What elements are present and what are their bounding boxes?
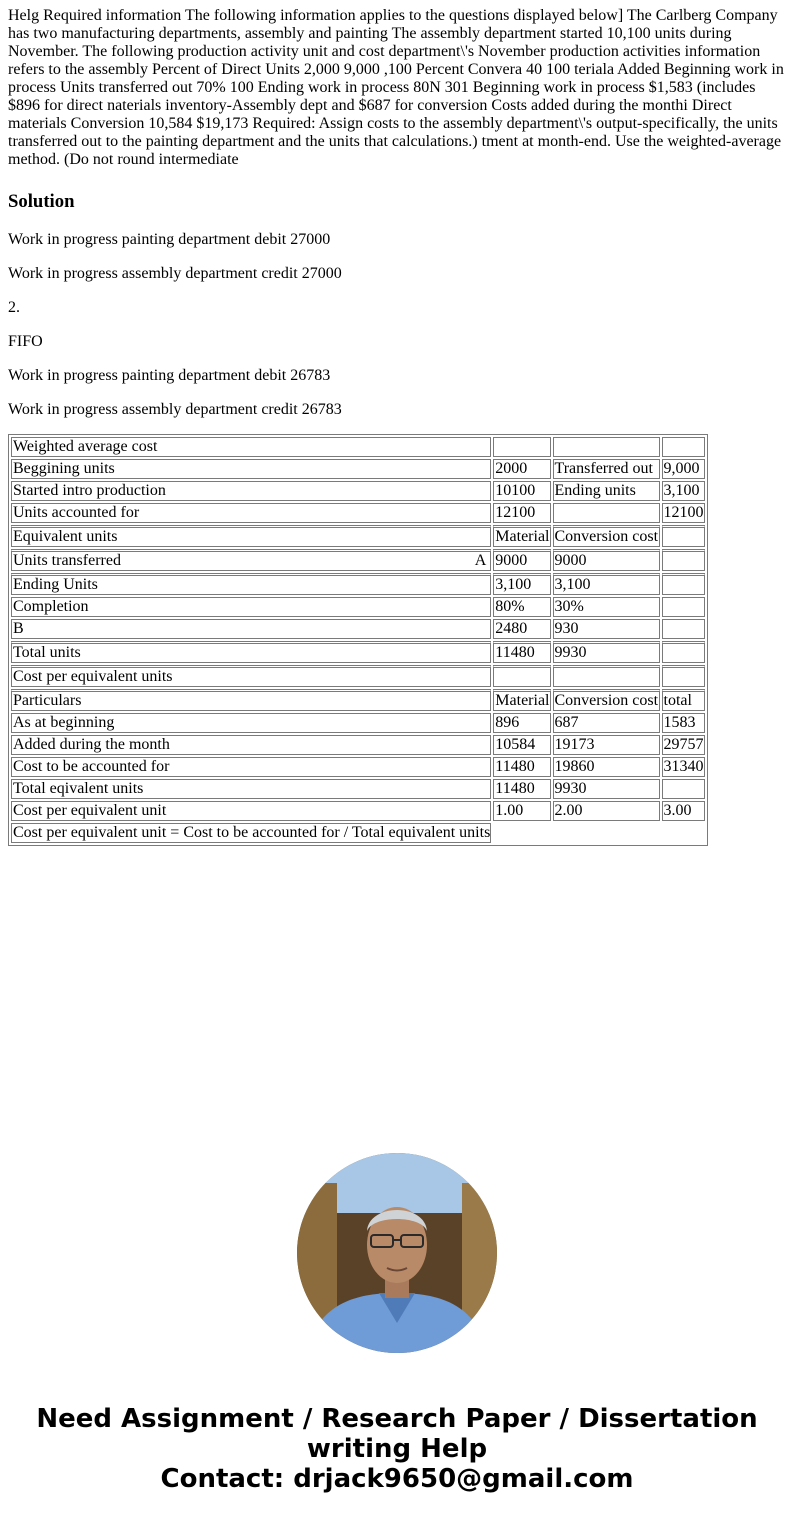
table-cell: Material <box>493 525 550 547</box>
solution-line: 2. <box>8 299 20 316</box>
table-cell: 687 <box>553 713 660 733</box>
table-cell: total <box>662 689 705 711</box>
weighted-average-table <box>8 434 708 846</box>
table-row <box>11 665 705 687</box>
table-cell: B <box>11 619 491 639</box>
solution-line: FIFO <box>8 333 43 350</box>
table-row <box>11 757 705 777</box>
promo-banner <box>0 1404 794 1494</box>
table-cell: 3,100 <box>553 573 660 595</box>
table-cell: Ending Units <box>11 573 491 595</box>
table-cell <box>553 437 660 457</box>
table-cell <box>493 665 550 687</box>
table-cell: Cost to be accounted for <box>11 757 491 777</box>
table-row <box>11 735 705 755</box>
table-row <box>11 481 705 501</box>
table-cell-label: Units transferred <box>13 552 121 569</box>
solution-line: Work in progress assembly department credit 27000 <box>8 265 342 282</box>
solution-line: Work in progress painting department debit 26783 <box>8 367 331 384</box>
table-cell: 9930 <box>553 641 660 663</box>
table-cell: Cost per equivalent units <box>11 665 491 687</box>
table-cell: Weighted average cost <box>11 437 491 457</box>
table-cell: Particulars <box>11 689 491 711</box>
row-marker: A <box>474 552 487 569</box>
table-cell: 11480 <box>493 779 550 799</box>
table-cell: 3,100 <box>662 481 705 501</box>
question-text: Helg Required information The following information applies to the questions displayed below] The Carlberg Company has two manufacturing departments, assembly and painting The assembly department started 10,100 units during November. The following production activity unit and cost department\'s November production activities information refers to the assembly Percent of Direct Units 2,000 9,000 ,100 Percent Convera 40 100 teriala Added Beginning work in process Units transferred out 70% 100 Ending work in process 80N 301 Beginning work in process $1,583 (includes $896 for direct naterials inventory-Assembly dept and $687 for conversion Costs added during the monthi Direct materials Conversion 10,584 $19,173 Required: Assign costs to the assembly department\'s output-specifically, the units transferred out to the painting department and the units that calculations.) tment at month-end. Use the weighted-average method. (Do not round intermediate <box>8 7 784 168</box>
table-row <box>11 823 705 843</box>
formula-note-cell: Cost per equivalent unit = Cost to be accounted for / Total equivalent units <box>13 824 491 841</box>
table-cell <box>662 641 705 663</box>
table-cell: 19173 <box>553 735 660 755</box>
table-cell: 19860 <box>553 757 660 777</box>
promo-line: Need Assignment / Research Paper / Dissertation <box>36 1404 758 1434</box>
table-cell: Beggining units <box>11 459 491 479</box>
table-cell: 3.00 <box>662 801 705 821</box>
table-row <box>11 641 705 663</box>
table-cell: 10584 <box>493 735 550 755</box>
table-cell: Units accounted for <box>11 503 491 523</box>
solution-line: Work in progress painting department debit 27000 <box>8 231 331 248</box>
table-row <box>11 713 705 733</box>
table-cell: Ending units <box>553 481 660 501</box>
table-cell: 930 <box>553 619 660 639</box>
table-cell: 9000 <box>493 549 550 571</box>
table-cell: Equivalent units <box>11 525 491 547</box>
solution-line: Work in progress assembly department credit 26783 <box>8 401 342 418</box>
table-cell <box>662 549 705 571</box>
table-cell: 31340 <box>663 758 704 775</box>
table-cell <box>662 573 705 595</box>
table-row <box>11 689 705 711</box>
table-cell <box>662 665 705 687</box>
table-cell: Total eqivalent units <box>11 779 491 799</box>
table-cell: Added during the month <box>11 735 491 755</box>
table-cell: 10100 <box>493 481 550 501</box>
table-cell: Started intro production <box>11 481 491 501</box>
table-row <box>11 525 705 547</box>
table-cell <box>553 503 660 523</box>
table-cell <box>662 597 705 617</box>
table-cell: Transferred out <box>553 459 660 479</box>
table-row <box>11 801 705 821</box>
author-avatar <box>297 1153 497 1353</box>
table-row <box>11 573 705 595</box>
table-row <box>11 597 705 617</box>
table-cell: Conversion cost <box>553 525 660 547</box>
table-cell: 29757 <box>663 736 704 753</box>
table-cell: As at beginning <box>11 713 491 733</box>
table-row <box>11 503 705 523</box>
table-cell: 9000 <box>553 549 660 571</box>
table-cell <box>662 525 705 547</box>
table-cell: 2000 <box>493 459 550 479</box>
table-row <box>11 619 705 639</box>
table-cell: 2.00 <box>553 801 660 821</box>
table-cell <box>553 665 660 687</box>
table-cell: 11480 <box>493 757 550 777</box>
promo-line: writing Help <box>306 1434 488 1464</box>
table-cell: Total units <box>11 641 491 663</box>
table-row <box>11 459 705 479</box>
table-cell <box>662 437 705 457</box>
table-cell: 2480 <box>493 619 550 639</box>
table-cell: 12100 <box>663 504 704 521</box>
table-cell <box>662 619 705 639</box>
table-cell: 1.00 <box>493 801 550 821</box>
solution-heading: Solution <box>8 191 75 212</box>
table-cell: 896 <box>493 713 550 733</box>
table-cell: Conversion cost <box>553 689 660 711</box>
table-cell: 1583 <box>662 713 705 733</box>
table-cell: 12100 <box>493 503 550 523</box>
promo-contact: Contact: drjack9650@gmail.com <box>160 1464 634 1494</box>
table-cell: 9930 <box>553 779 660 799</box>
table-row <box>11 779 705 799</box>
table-cell: Cost per equivalent unit <box>11 801 491 821</box>
table-cell <box>493 437 550 457</box>
author-photo-illustration <box>297 1153 497 1353</box>
table-cell: 80% <box>493 597 550 617</box>
table-cell <box>662 779 705 799</box>
table-cell: Completion <box>11 597 491 617</box>
table-cell: 11480 <box>493 641 550 663</box>
table-cell: 9,000 <box>662 459 705 479</box>
table-cell: Material <box>493 689 550 711</box>
table-cell: 3,100 <box>493 573 550 595</box>
table-row <box>11 437 705 457</box>
table-cell: 30% <box>553 597 660 617</box>
units-transferred-cell <box>11 549 491 571</box>
document-body <box>8 7 786 846</box>
table-row <box>11 549 705 571</box>
